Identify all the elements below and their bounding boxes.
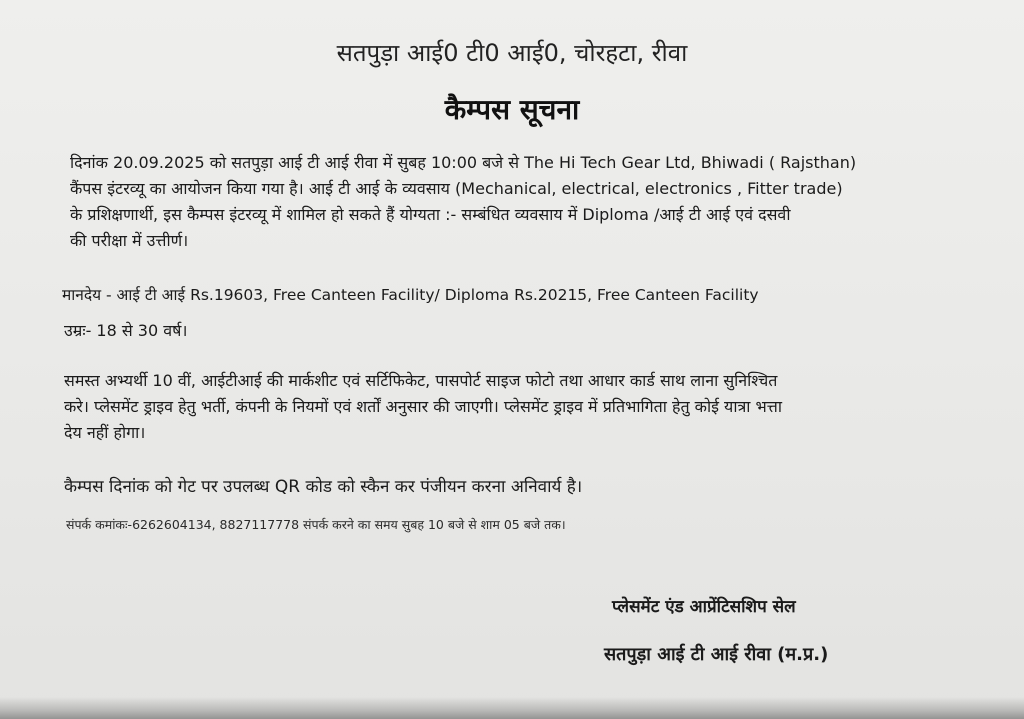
stipend-line: मानदेय - आई टी आई Rs.19603, Free Canteen Facility/ Diploma Rs.20215, Free Canteen Facility xyxy=(62,286,759,304)
paragraph-1-line-2: कैंपस इंटरव्यू का आयोजन किया गया है। आई टी आई के व्यवसाय (Mechanical, electrical, electronics , Fitter trade) xyxy=(70,179,843,198)
qr-registration-note: कैम्पस दिनांक को गेट पर उपलब्ध QR कोड को स्कैन कर पंजीयन करना अनिवार्य है। xyxy=(64,477,583,497)
signature-cell: प्लेसमेंट एंड आप्रेंटिसशिप सेल xyxy=(612,597,796,617)
paragraph-1-line-4: की परीक्षा में उत्तीर्ण। xyxy=(70,231,189,250)
paragraph-1-line-3: के प्रशिक्षणार्थी, इस कैम्पस इंटरव्यू में शामिल हो सकते हैं योग्यता :- सम्बंधित व्यवसाय में Diploma /आई टी आई एवं दसवी xyxy=(70,205,791,224)
signature-institute: सतपुड़ा आई टी आई रीवा (म.प्र.) xyxy=(604,644,829,665)
paragraph-1-line-1: दिनांक 20.09.2025 को सतपुड़ा आई टी आई रीवा में सुबह 10:00 बजे से The Hi Tech Gear Ltd, Bhiwadi ( Rajsthan) xyxy=(70,153,857,172)
paragraph-3-line-2: करे। प्लेसमेंट ड्राइव हेतु भर्ती, कंपनी के नियमों एवं शर्तों अनुसार की जाएगी। प्लेसमेंट ड्राइव में प्रतिभागिता हेतु कोई यात्रा भत्ता xyxy=(64,397,782,416)
paragraph-3-line-1: समस्त अभ्यर्थी 10 वीं, आईटीआई की मार्कशीट एवं सर्टिफिकेट, पासपोर्ट साइज फोटो तथा आधार कार्ड साथ लाना सुनिश्चित xyxy=(64,371,778,390)
page-bottom-shadow xyxy=(0,697,1024,719)
paragraph-3-line-3: देय नहीं होगा। xyxy=(64,423,146,442)
age-line: उम्रः- 18 से 30 वर्ष। xyxy=(64,321,188,340)
notice-heading: कैम्पस सूचना xyxy=(444,93,580,126)
contact-line: संपर्क कमांकः-6262604134, 8827117778 संपर्क करने का समय सुबह 10 बजे से शाम 05 बजे तक। xyxy=(66,517,566,532)
institute-title: सतपुड़ा आई0 टी0 आई0, चोरहटा, रीवा xyxy=(336,39,688,67)
